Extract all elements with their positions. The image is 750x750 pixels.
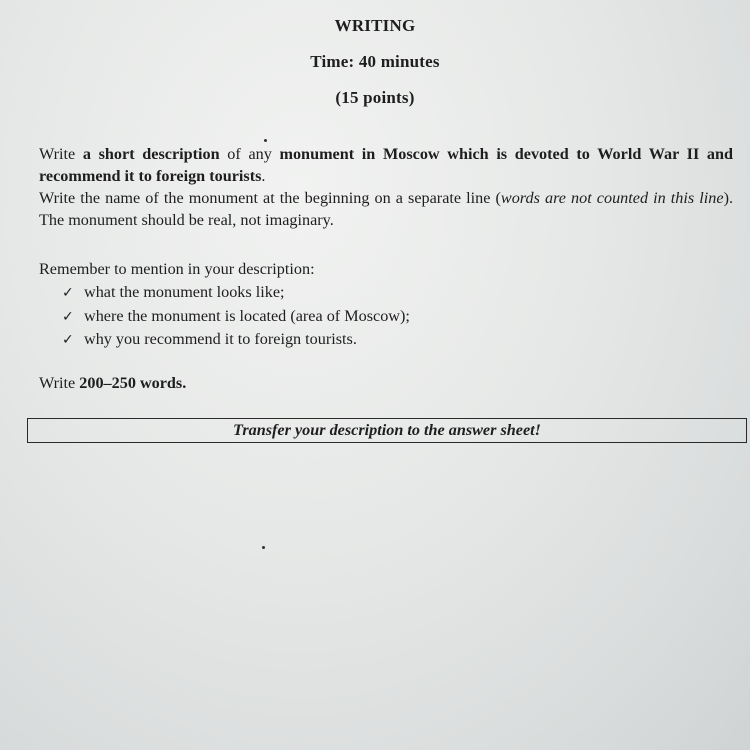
requirements-list [62,281,410,352]
remember-intro: Remember to mention in your description: [39,260,315,278]
list-item [62,305,410,329]
instruction-text: ). The monument should be real, not imaginary. [39,189,733,229]
word-count-range: 200–250 words [79,374,183,392]
transfer-notice-box: Transfer your description to the answer sheet! [27,418,747,443]
list-item [62,281,410,305]
time-limit: Time: 40 minutes [310,52,440,71]
checkmark-icon: ✓ [62,332,74,348]
list-item-text: where the monument is located (area of Moscow); [84,306,410,325]
checkmark-icon: ✓ [62,285,74,301]
task-text-normal: Write [39,145,83,163]
section-title: WRITING [334,16,416,35]
points-value: (15 points) [335,88,415,107]
list-item [62,328,410,352]
task-text-normal: of any [219,145,280,163]
word-count-suffix: . [182,374,187,392]
task-text-normal: . [261,167,266,185]
task-paragraph [39,143,733,187]
ink-speck [264,139,267,142]
instruction-italic: words are not counted in this line [500,189,724,207]
word-count-instruction [39,372,186,394]
task-text-bold: monument in Moscow which is devoted to World War II and recommend it to foreign tourists [39,145,734,185]
list-item-text: what the monument looks like; [84,283,285,301]
task-text-bold: a short description [82,145,220,163]
checkmark-icon: ✓ [62,308,74,325]
list-item-text: why you recommend it to foreign tourists. [84,330,357,348]
instruction-paragraph [39,187,733,231]
instruction-text: Write the name of the monument at the beginning on a separate line ( [39,189,501,207]
word-count-prefix: Write [39,374,80,392]
ink-speck [262,546,265,549]
